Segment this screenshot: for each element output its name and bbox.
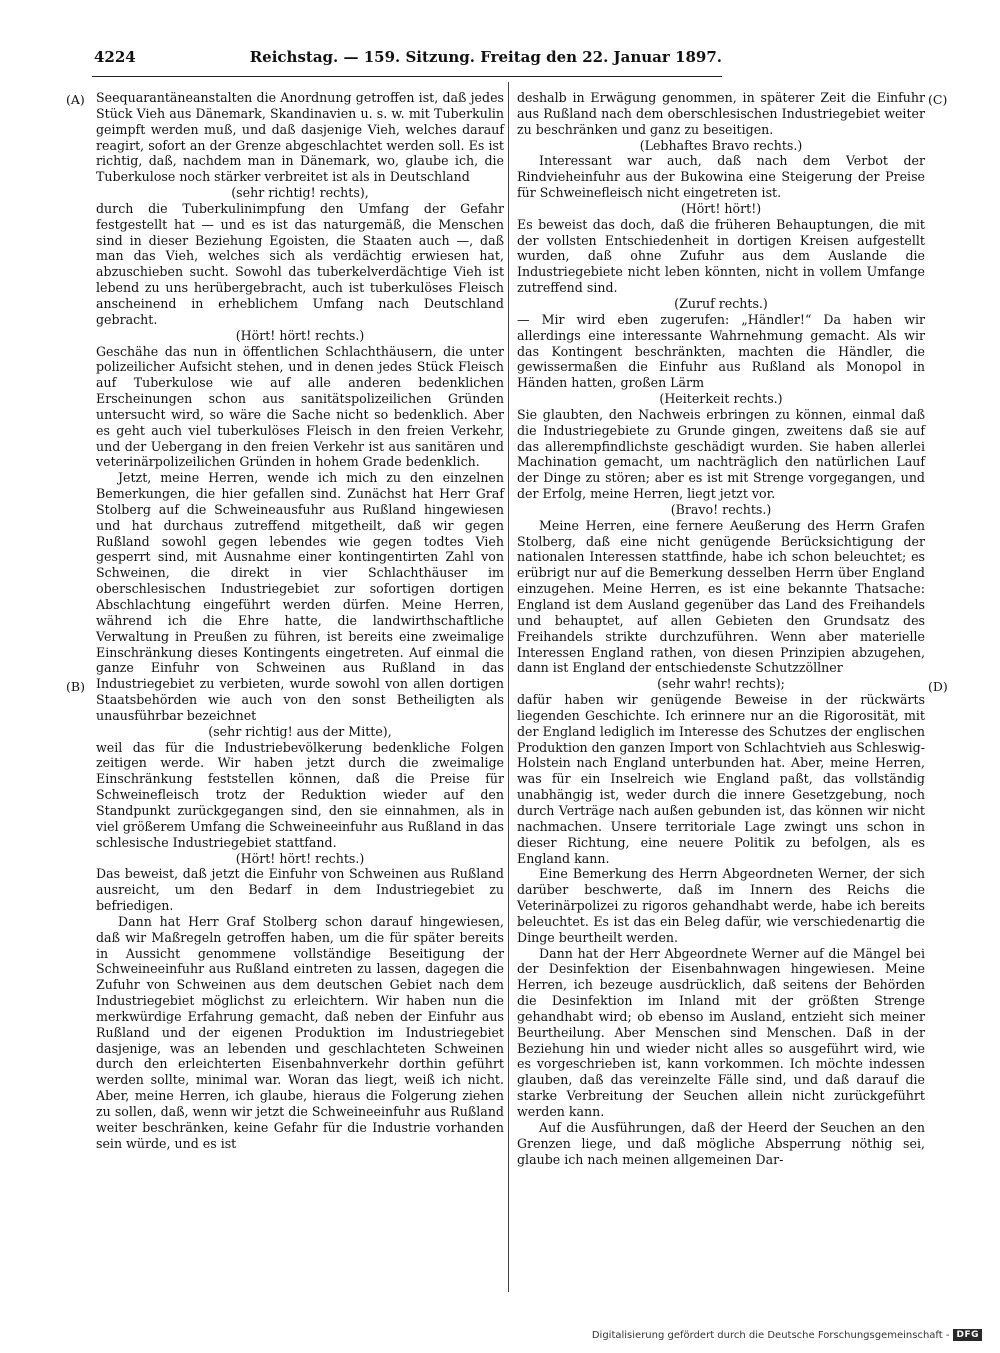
right-column [517,90,925,1167]
margin-marker-a: (A) [66,92,85,107]
paragraph: dafür haben wir genügende Beweise in der rückwärts liegenden Geschichte. Ich erinnere nur an die Rigorosität, mit der England lediglich im Interesse des Schutzes der englischen Produktion den ganzen Import von Schlachtvieh aus Schleswig-Holstein nach England unterbunden hat. Aber, meine Herren, was für ein Inselreich wie England paßt, das vollständig unabhängig ist, weder durch die innere Gesetzgebung, noch durch Verträge nach außen gebunden ist, das können wir nicht nachmachen. Unsere territoriale Lage zwingt uns schon in dieser Richtung, eine neuere Politik zu befolgen, als es England kann. [517,692,925,866]
paragraph: Interessant war auch, daß nach dem Verbot der Rindvieheinfuhr aus der Bukowina eine Steigerung der Preise für Schweinefleisch nicht eingetreten ist. [517,153,925,201]
paragraph: Dann hat Herr Graf Stolberg schon darauf hingewiesen, daß wir Maßregeln getroffen haben, um die für später bereits in Aussicht genommene vollständige Beseitigung der Schweineeinfuhr aus Rußland eintreten zu lassen, dagegen die Zufuhr von Schweinen aus dem deutschen Gebiet nach dem Industriegebiet möglichst zu erleichtern. Wir haben nun die merkwürdige Erfahrung gemacht, daß neben der Einfuhr aus Rußland und der eigenen Produktion im Industriegebiet dasjenige, was an lebenden und geschlachteten Schweinen durch den erleichterten Eisenbahnverkehr dorthin geführt werden sollte, minimal war. Woran das liegt, weiß ich nicht. Aber, meine Herren, ich glaube, hieraus die Folgerung ziehen zu sollen, daß, wenn wir jetzt die Schweineeinfuhr aus Rußland weiter beschränken, keine Gefahr für die Industrie vorhanden sein würde, und es ist [96,913,504,1151]
interjection: (sehr richtig! aus der Mitte), [208,723,392,739]
margin-marker-b: (B) [66,679,85,694]
page-header [94,48,722,72]
paragraph: Auf die Ausführungen, daß der Heerd der Seuchen an den Grenzen liege, und daß mögliche Absperrung nöthig sei, glaube ich nach meinen allgemeinen Dar- [517,1119,925,1167]
interjection: (sehr wahr! rechts); [657,676,785,692]
footer [592,1327,982,1343]
paragraph: Jetzt, meine Herren, wende ich mich zu den einzelnen Bemerkungen, die hier gefallen sind. Zunächst hat Herr Graf Stolberg auf die Schweineausfuhr aus Rußland hingewiesen und hat durchaus zutreffend mitgetheilt, daß wir gegen Rußland sowohl gegen lebendes wie gegen todtes Vieh gesperrt sind, mit Ausnahme einer kontingentirten Zahl von Schweinen, die direkt in vier Schlachthäuser im oberschlesischen Industriegebiet zur sofortigen dortigen Abschlachtung eingeführt werden dürfen. Meine Herren, während ich die Ehre hatte, die landwirthschaftliche Verwaltung in Preußen zu führen, ist bereits eine zweimalige Einschränkung dieses Kontingents eingetreten. Auf einmal die ganze Einfuhr von Schweinen aus Rußland in das Industriegebiet zu verbieten, wurde sowohl von allen dortigen Staatsbehörden wie auch von den sonst Betheiligten als unausführbar bezeichnet [96,470,504,723]
paragraph: — Mir wird eben zugerufen: „Händler!“ Da haben wir allerdings eine interessante Wahrnehmung gemacht. Als wir das Kontingent beschränkten, machten die Händler, die gewissermaßen die Einfuhr aus Rußland als Monopol in Händen hatten, großen Lärm [517,311,925,391]
interjection: (Hört! hört!) [680,200,762,216]
paragraph: durch die Tuberkulinimpfung den Umfang der Gefahr festgestellt hat — und es ist das naturgemäß, die Menschen sind in dieser Beziehung Egoisten, die Staaten auch —, daß man das Vieh, welches sich als verdächtig erwiesen hat, abzuschieben sucht. Sowohl das tuberkelverdächtige Vieh ist lebend zu uns herübergebracht, auch ist tuberkulöses Fleisch anscheinend in erheblichem Umfang nach Deutschland gebracht. [96,200,504,327]
paragraph: Dann hat der Herr Abgeordnete Werner auf die Mängel bei der Desinfektion der Eisenbahnwagen hingewiesen. Meine Herren, ich bezeuge ausdrücklich, daß seitens der Behörden die Desinfektion im Inland mit der größten Strenge gehandhabt wird; ob ebenso im Ausland, entzieht sich meiner Beurtheilung. Aber Menschen sind Menschen. Daß in der Beziehung hin und wieder nicht alles so ausgeführt wird, wie es vorgeschrieben ist, kann vorkommen. Ich möchte indessen glauben, daß das vereinzelte Fälle sind, und daß darauf die starke Verbreitung der Seuchen allein nicht zurückgeführt werden kann. [517,945,925,1119]
paragraph: Es beweist das doch, daß die früheren Behauptungen, die mit der vollsten Entschiedenheit in dortigen Kreisen aufgestellt wurden, daß ohne Zufuhr aus dem Auslande die Industriegebiete nicht leben könnten, nicht in vollem Umfange zutreffend sind. [517,216,925,296]
margin-marker-d: (D) [928,679,948,694]
interjection: (Bravo! rechts.) [670,501,772,517]
paragraph: Sie glaubten, den Nachweis erbringen zu können, einmal daß die Industriegebiete zu Grunde gingen, zweitens daß sie auf das allerempfindlichste geschädigt wurden. Sie haben allerlei Machination gemacht, um nachträglich den natürlichen Lauf der Dinge zu stören; aber es ist mit Strenge vorgegangen, und der Erfolg, meine Herren, liegt jetzt vor. [517,406,925,502]
footer-credit: Digitalisierung gefördert durch die Deutsche Forschungsgemeinschaft - [591,1329,950,1341]
running-title: Reichstag. — 159. Sitzung. Freitag den 22. Januar 1897. [249,48,722,66]
paragraph: deshalb in Erwägung genommen, in späterer Zeit die Einfuhr aus Rußland nach dem oberschlesischen Industriegebiet weiter zu beschränken und ganz zu beseitigen. [517,90,925,137]
column-divider [508,82,509,1292]
interjection: (sehr richtig! rechts), [231,185,369,201]
paragraph: Das beweist, daß jetzt die Einfuhr von Schweinen aus Rußland ausreicht, um den Bedarf in dem Industriegebiet zu befriedigen. [96,866,504,914]
interjection: (Zuruf rechts.) [674,295,768,311]
paragraph: Meine Herren, eine fernere Aeußerung des Herrn Grafen Stolberg, daß eine nicht genügende Berücksichtigung der nationalen Interessen stattfinde, habe ich schon beleuchtet; es erübrigt nur auf die Bemerkung desselben Herrn über England einzugehen. Meine Herren, es ist eine bekannte Thatsache: England ist dem Ausland gegenüber das Land des Freihandels und behauptet, auf allen Gebieten den Grundsatz des Freihandels strikte durchzuführen. Wenn aber materielle Interessen England rathen, von diesen Prinzipien abzugehen, dann ist England der entschiedenste Schutzzöllner [517,517,925,676]
interjection: (Hört! hört! rechts.) [235,850,365,866]
interjection: (Lebhaftes Bravo rechts.) [639,137,803,153]
paragraph: Seequarantäneanstalten die Anordnung getroffen ist, daß jedes Stück Vieh aus Dänemark, Skandinavien u. s. w. mit Tuberkulin geimpft werden muß, und daß dasjenige Vieh, welches darauf reagirt, sofort an der Grenze abgeschlachtet werden soll. Es ist richtig, daß, nachdem man in Dänemark, wo, glaube ich, die Tuberkulose noch stärker verbreitet ist als in Deutschland [96,90,504,185]
interjection: (Hört! hört! rechts.) [235,327,365,343]
header-rule [92,76,722,77]
dfg-logo-icon: DFG [953,1329,982,1341]
paragraph: weil das für die Industriebevölkerung bedenkliche Folgen zeitigen werde. Wir haben jetzt durch die zweimalige Einschränkung feststellen können, daß die Preise für Schweinefleisch trotz der Reduktion wieder auf den Standpunkt zurückgegangen sind, den sie einnahmen, als in viel größerem Umfang die Schweineeinfuhr aus Rußland in das schlesische Industriegebiet stattfand. [96,739,504,850]
margin-marker-c: (C) [928,92,948,107]
interjection: (Heiterkeit rechts.) [659,391,783,407]
paragraph: Eine Bemerkung des Herrn Abgeordneten Werner, der sich darüber beschwerte, daß im Innern des Reichs die Veterinärpolizei zu rigoros gehandhabt werde, habe ich bereits beleuchtet. Es ist das ein Beleg dafür, wie verschiedenartig die Dinge beurtheilt werden. [517,866,925,945]
left-column [96,90,504,1152]
page-number: 4224 [94,48,136,66]
paragraph: Geschähe das nun in öffentlichen Schlachthäusern, die unter polizeilicher Aufsicht stehen, und in denen jedes Stück Fleisch auf Tuberkulose wie auf alle anderen bedenklichen Erscheinungen schon aus sanitätspolizeilichen Gründen untersucht wird, so wäre die Sache nicht so bedenklich. Aber es geht auch viel tuberkulöses Fleisch in den freien Verkehr, und der Uebergang in den freien Verkehr ist aus sanitären und veterinärpolizeilichen Gründen in hohem Grade bedenklich. [96,343,504,470]
